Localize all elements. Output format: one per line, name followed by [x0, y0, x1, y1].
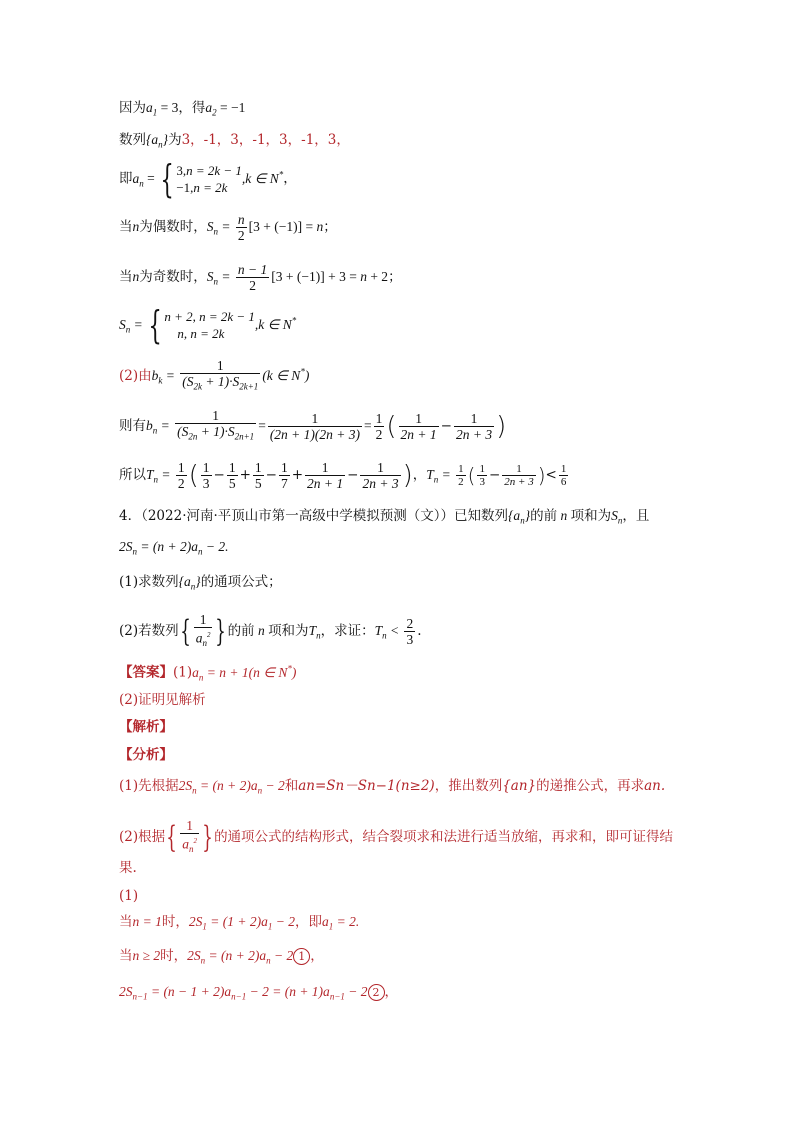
analysis-2: (2)根据{ $\frac{1}{a_n^2}$ }的通项公式的结构形式，结合裂项求和法进行适当放缩，再求和，即可证得结	[119, 818, 674, 855]
question-4-line2: $2S_n = (n + 2)a_n - 2$.	[119, 539, 229, 557]
question-4-part2: (2)若数列{ $\frac{1}{a_n^2}$ }的前 n 项和为$T_n$，求证：$T_n$ < $\frac{2}{3}$ .	[119, 612, 422, 649]
line-bn-split: 则有$b_n$ = $\frac{1}{(S_{2n} + 1)\cdot S_{2n+1}}$ = $\frac{1}{(2n + 1)(2n + 3)}$ = $\frac{1}{2}$ ( $\frac{1}{2n + 1}$ − $\frac{1}{2n + 3}$ )	[119, 408, 507, 442]
line-an-cases: 即$a_n$ = { 3,n = 2k − 1 −1,n = 2k,k ∈ N*，	[119, 157, 297, 201]
line-bk-def: (2)由$b_k$ = $\frac{1}{(S_{2k} + 1)\cdot S_{2k+1}}$ (k ∈ N*)	[119, 358, 310, 392]
solution-n1: 当n = 1时，$2S_1 = (1 + 2)a_1 - 2$，即$a_1 = 2$.	[119, 914, 360, 932]
analysis-heading: 【解析】	[119, 719, 173, 735]
analysis-sub-heading: 【分析】	[119, 747, 173, 763]
line-sn-cases: $S_n$ = { n + 2, n = 2k − 1 n, n = 2k,k ∈ N*	[119, 303, 297, 347]
line-odd-sum: 当n为奇数时，$S_n$ = $\frac{n - 1}{2}$ [3 + (−1)] + 3 = n + 2；	[119, 262, 402, 293]
circled-number-1: 1	[293, 948, 310, 965]
sequence-values: 3，-1，3，-1，3，-1，3，	[181, 132, 350, 148]
solution-n2: 当n ≥ 2时，$2S_n = (n + 2)a_n - 2$ 1 ，	[119, 948, 324, 966]
answer-line: 【答案】$(1)a_n = n + 1(n$ ∈ N*)	[119, 663, 297, 683]
solution-part1: (1)	[119, 888, 139, 904]
circled-number-2: 2	[368, 984, 385, 1001]
answer-part2: (2)证明见解析	[119, 692, 206, 708]
line-a1-given: 因为$a_1 = 3$，得$a_2 = -1$	[119, 100, 246, 118]
line-tn-sum: 所以$T_n$ = $\frac{1}{2}$ ( $\frac{1}{3}$ − $\frac{1}{5}$ + $\frac{1}{5}$ − $\frac{1}{7}$ + $\frac{1}{2n + 1}$ − $\frac{1}{2n + 3}$ )，$T_n$ = $\frac{1}{2}$ ( $\frac{1}{3}$ − $\frac{1}{2n + 3}$ )< $\frac{1}{6}$	[119, 460, 567, 491]
line-even-sum: 当n为偶数时，$S_n$ = $\frac{n}{2}$ [3 + (−1)] = n；	[119, 212, 337, 243]
question-4-line1: 4．（2022·河南·平顶山市第一高级中学模拟预测（文））已知数列$\{a_n\}$的前 n 项和为$S_n$，且	[119, 508, 650, 526]
analysis-1: (1)先根据$2S_n = (n + 2)a_n - 2$和an=Sn－Sn−1(n≥2)，推出数列{an}的递推公式，再求an.	[119, 778, 666, 796]
line-sequence: 数列$\{a_n\}$为3，-1，3，-1，3，-1，3，	[119, 132, 350, 150]
question-4-part1: (1)求数列$\{a_n\}$的通项公式；	[119, 574, 282, 592]
analysis-2-end: 果.	[119, 860, 137, 876]
solution-n-minus-1: $2S_{n-1} = (n - 1 + 2)a_{n-1} - 2 = (n + 1)a_{n-1} - 2$ 2 ，	[119, 984, 399, 1002]
